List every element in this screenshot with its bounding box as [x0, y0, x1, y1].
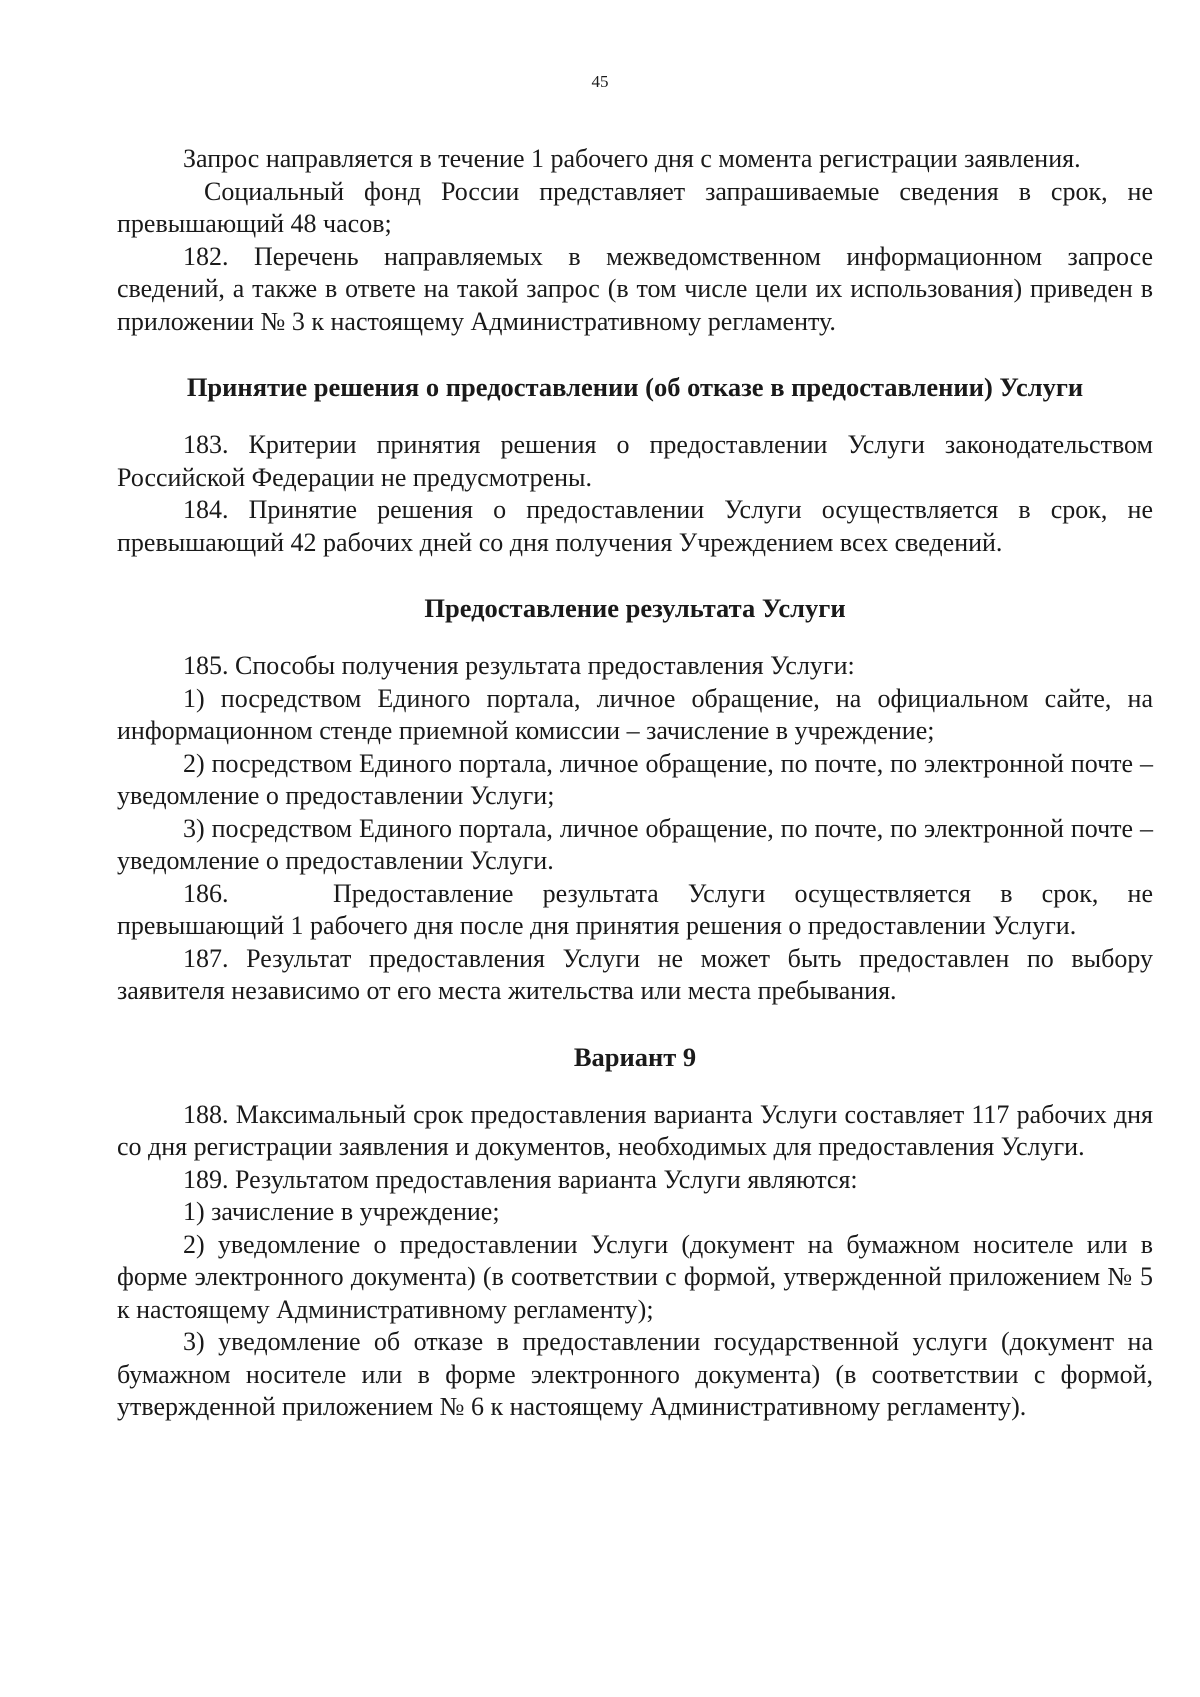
paragraph-189: 189. Результатом предоставления варианта Услуги являются:: [183, 1164, 858, 1194]
list-item-variant-1: 1) зачисление в учреждение;: [183, 1197, 500, 1226]
list-item-variant-3: 3) уведомление об отказе в предоставлении государственной услуги (документ на бумажном носителе или в форме электронного документа) (в соответствии с формой, утвержденной приложением № 6 к настоящему Административному регламенту).: [117, 1327, 1153, 1421]
heading-variant-9: Вариант 9: [573, 1041, 697, 1072]
page-number: 45: [591, 72, 609, 91]
paragraph-186: [117, 878, 1153, 943]
list-item-result-3: 3) посредством Единого портала, личное обращение, по почте, по электронной почте – уведомление о предоставлении Услуги.: [117, 813, 1153, 875]
list-item-variant-2: 2) уведомление о предоставлении Услуги (документ на бумажном носителе или в форме электронного документа) (в соответствии с формой, утвержденной приложением № 5 к настоящему Административному регламенту);: [117, 1229, 1153, 1324]
paragraph-186-number: 186.: [183, 878, 229, 908]
paragraph-188: 188. Максимальный срок предоставления варианта Услуги составляет 117 рабочих дня со дня регистрации заявления и документов, необходимых для предоставления Услуги.: [117, 1099, 1153, 1161]
paragraph-187: 187. Результат предоставления Услуги не может быть предоставлен по выбору заявителя независимо от его места жительства или места пребывания.: [117, 943, 1153, 1005]
paragraph-185: 185. Способы получения результата предоставления Услуги:: [183, 651, 855, 680]
paragraph-184: 184. Принятие решения о предоставлении Услуги осуществляется в срок, не превышающий 42 рабочих дней со дня получения Учреждением всех сведений.: [117, 495, 1153, 557]
paragraph-social-fund: Социальный фонд России представляет запрашиваемые сведения в срок, не превышающий 48 часов;: [117, 176, 1153, 238]
heading-decision: Принятие решения о предоставлении (об отказе в предоставлении) Услуги: [186, 372, 1084, 402]
paragraph-182: 182. Перечень направляемых в межведомственном информационном запросе сведений, а также в ответе на такой запрос (в том числе цели их использования) приведен в приложении № 3 к настоящему Административному регламенту.: [117, 241, 1153, 336]
list-item-result-1: 1) посредством Единого портала, личное обращение, на официальном сайте, на информационном стенде приемной комиссии – зачисление в учреждение;: [117, 683, 1153, 745]
paragraph-183: 183. Критерии принятия решения о предоставлении Услуги законодательством Российской Федерации не предусмотрены.: [117, 430, 1153, 492]
heading-result: Предоставление результата Услуги: [424, 593, 846, 623]
list-item-result-2: 2) посредством Единого портала, личное обращение, по почте, по электронной почте – уведомление о предоставлении Услуги;: [117, 748, 1153, 810]
page-content: [117, 143, 1153, 1424]
paragraph-186-text: Предоставление результата Услуги осуществляется в срок, не превышающий 1 рабочего дня после дня принятия решения о предоставлении Услуги.: [117, 878, 1153, 940]
paragraph-request-timing: Запрос направляется в течение 1 рабочего дня с момента регистрации заявления.: [183, 144, 1081, 173]
